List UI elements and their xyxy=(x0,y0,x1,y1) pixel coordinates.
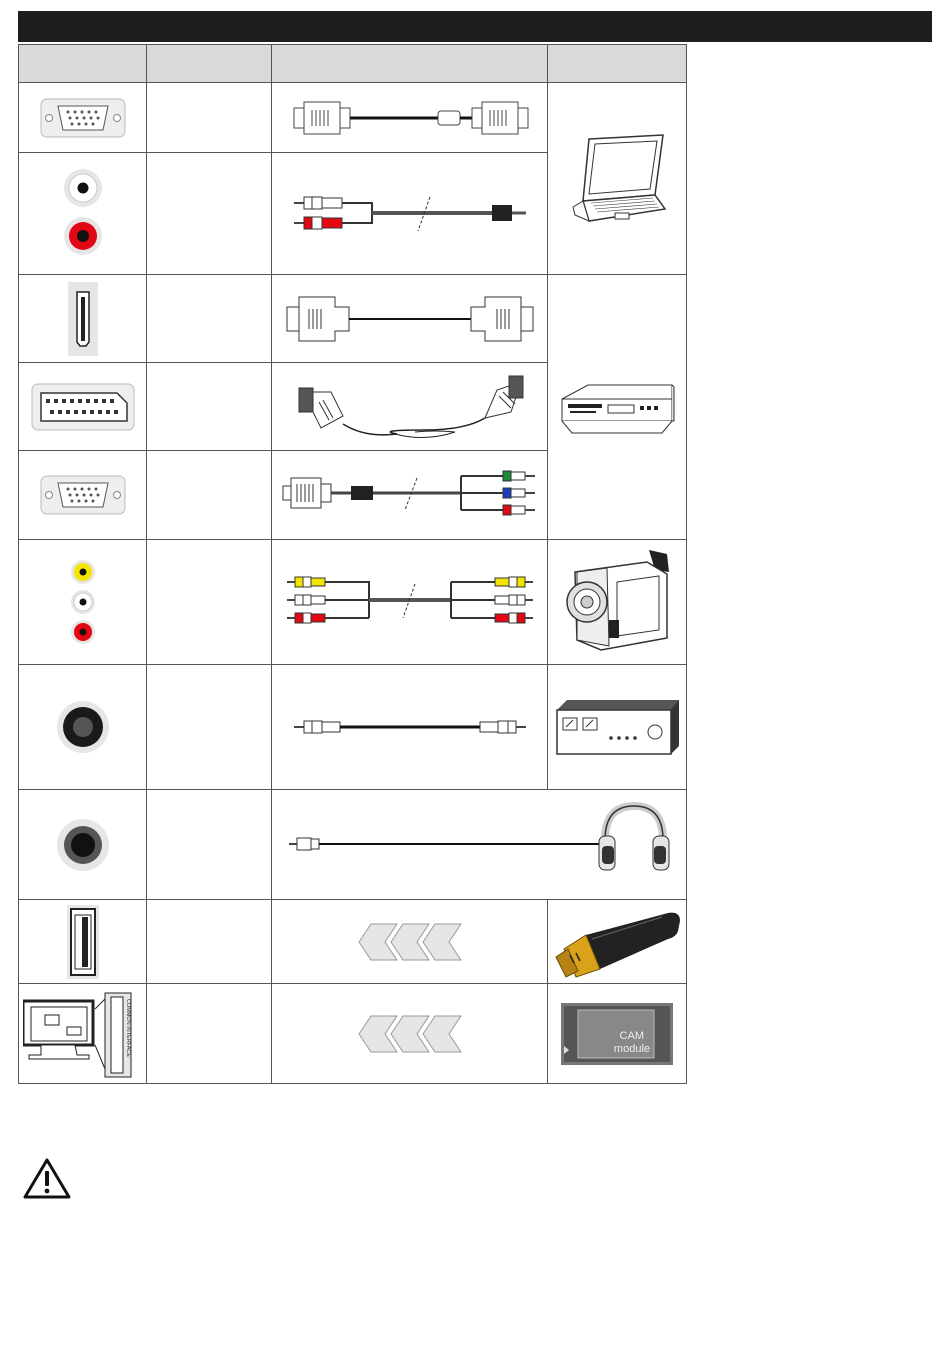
headphone-cable-icon xyxy=(272,790,687,900)
table-row xyxy=(19,665,687,790)
vga-port-icon-2 xyxy=(19,451,147,540)
av-rca-cable-icon xyxy=(272,540,548,665)
header-device xyxy=(548,45,687,83)
vga-port-icon xyxy=(19,83,147,153)
camcorder-icon xyxy=(548,540,687,665)
table-row xyxy=(19,790,687,900)
vga-cable-icon xyxy=(272,83,548,153)
coaxial-rca-cable-icon xyxy=(272,665,548,790)
cam-module-icon xyxy=(548,984,687,1084)
coaxial-spdif-port-icon xyxy=(19,665,147,790)
ci-slot-label: COMMON INTERFACE xyxy=(124,998,131,1057)
usb-stick-icon xyxy=(548,900,687,984)
connections-table xyxy=(18,44,687,1084)
hdmi-cable-icon xyxy=(272,275,548,363)
header-connector xyxy=(19,45,147,83)
cam-module-text-line1: CAM xyxy=(619,1029,644,1042)
table-header-row xyxy=(19,45,687,83)
dvd-recorder-icon xyxy=(548,275,687,540)
table-row xyxy=(19,83,687,153)
insert-arrows-icon xyxy=(272,900,548,984)
header-cables xyxy=(272,45,548,83)
top-header-bar xyxy=(18,11,932,42)
laptop-icon xyxy=(548,83,687,275)
header-type xyxy=(147,45,272,83)
table-row xyxy=(19,540,687,665)
table-row xyxy=(19,275,687,363)
audio-lr-jacks-icon xyxy=(19,153,147,275)
table-row xyxy=(19,984,687,1084)
scart-port-icon xyxy=(19,363,147,451)
ci-slot-icon xyxy=(19,984,147,1084)
scart-cable-icon xyxy=(272,363,548,451)
av-rca-jacks-icon xyxy=(19,540,147,665)
cam-module-text-line2: module xyxy=(613,1042,650,1055)
hdmi-port-icon xyxy=(19,275,147,363)
headphone-jack-icon xyxy=(19,790,147,900)
insert-arrows-icon-2 xyxy=(272,984,548,1084)
audio-amplifier-icon xyxy=(548,665,687,790)
rca-to-jack-cable-icon xyxy=(272,153,548,275)
table-row xyxy=(19,900,687,984)
vga-to-component-cable-icon xyxy=(272,451,548,540)
usb-port-icon xyxy=(19,900,147,984)
warning-triangle-icon xyxy=(22,1157,72,1201)
